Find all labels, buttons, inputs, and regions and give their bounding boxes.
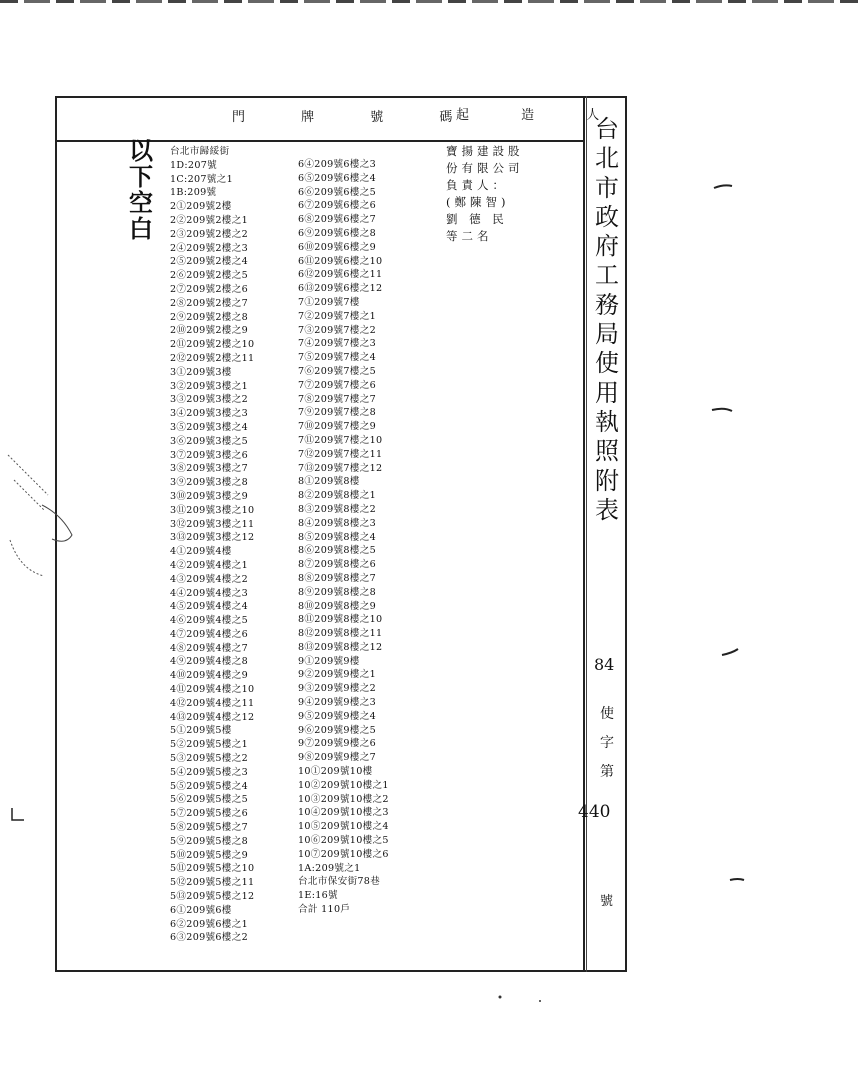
page-number: 84 [594, 655, 615, 674]
title-char: 局 [595, 320, 619, 349]
permit-number: 440 [578, 802, 611, 822]
scan-mark [730, 879, 744, 880]
title-char: 附 [595, 466, 619, 495]
title-char: 府 [595, 232, 619, 261]
scan-mark [712, 409, 732, 411]
handwritten-char: 下 [129, 162, 153, 191]
title-char: 市 [595, 173, 619, 202]
address-column-header: 門 牌 號 碼 [232, 110, 479, 125]
handwritten-char: 空 [129, 188, 153, 217]
title-char: 政 [595, 202, 619, 231]
title-char: 執 [595, 407, 619, 436]
scan-mark [539, 1000, 541, 1002]
address-list-left: 台北市歸綏街 1D:207號 1C:207號之1 1B:209號 2①209號2樓 2②209號2樓之1 2③209號2樓之2 2④209號2樓之3 2⑤209號2樓之4 2⑥209號2樓之5 2⑦209號2樓之6 2⑧209號2樓之7 2⑨209號2樓之8 2⑩209號2樓之9 2⑪209號2樓之10 2⑫209號2樓之11 3①209號3樓 3②209號3樓之1 3③209號3樓之2 3④209號3樓之3 3⑤209號3樓之4 3⑥209號3樓之5 3⑦209號3樓之6 3⑧209號3樓之7 3⑨209號3樓之8 3⑩209號3樓之9 3⑪209號3樓之10 3⑫209號3樓之11 3⑬209號3樓之12 4①209號4樓 4②209號4樓之1 4③209號4樓之2 4④209號4樓之3 4⑤209號4樓之4 4⑥209號4樓之5 4⑦209號4樓之6 4⑧209號4樓之7 4⑨209號4樓之8 4⑩209號4樓之9 4⑪209號4樓之10 4⑫209號4樓之11 4⑬209號4樓之12 5①209號5樓 5②209號5樓之1 5③209號5樓之2 5④209號5樓之3 5⑤209號5樓之4 5⑥209號5樓之5 5⑦209號5樓之6 5⑧209號5樓之7 5⑨209號5樓之8 5⑩209號5樓之9 5⑪209號5樓之10 5⑫209號5樓之11 5⑬209號5樓之12 6①209號6樓 6②209號6樓之1 6③209號6樓之2 [170, 146, 255, 944]
title-char: 北 [595, 144, 619, 173]
permit-suffix: 號 [600, 894, 614, 909]
title-char: 務 [595, 290, 619, 319]
title-char: 台 [595, 115, 619, 143]
address-list-right: 6④209號6樓之3 6⑤209號6樓之4 6⑥209號6樓之5 6⑦209號6樓之6 6⑧209號6樓之7 6⑨209號6樓之8 6⑩209號6樓之9 6⑪209號6樓之10 6⑫209號6樓之11 6⑬209號6樓之12 7①209號7樓 7②209號7樓之1 7③209號7樓之2 7④209號7樓之3 7⑤209號7樓之4 7⑥209號7樓之5 7⑦209號7樓之6 7⑧209號7樓之7 7⑨209號7樓之8 7⑩209號7樓之9 7⑪209號7樓之10 7⑫209號7樓之11 7⑬209號7樓之12 8①209號8樓 8②209號8樓之1 8③209號8樓之2 8④209號8樓之3 8⑤209號8樓之4 8⑥209號8樓之5 8⑦209號8樓之6 8⑧209號8樓之7 8⑨209號8樓之8 8⑩209號8樓之9 8⑪209號8樓之10 8⑫209號8樓之11 8⑬209號8樓之12 9①209號9樓 9②209號9樓之1 9③209號9樓之2 9④209號9樓之3 9⑤209號9樓之4 9⑥209號9樓之5 9⑦209號9樓之6 9⑧209號9樓之7 10①209號10樓 10②209號10樓之1 10③209號10樓之2 10④209號10樓之3 10⑤209號10樓之4 10⑥209號10樓之5 10⑦209號10樓之6 1A:209號之1 台北市保安街78巷 1E:16號 合計 110戶 [298, 159, 389, 916]
scan-mark [722, 649, 738, 655]
title-char: 使 [595, 349, 619, 378]
scan-mark [12, 808, 24, 820]
builder-column-header: 起 造 人 [456, 108, 624, 123]
scan-mark [714, 185, 732, 188]
builder-info: 寶揚建設股 份有限公司 負責人： (鄭陳智) 劉 德 民 等二名 [446, 144, 524, 243]
scan-mark [8, 455, 48, 576]
permit-label-char: 使 [600, 706, 614, 722]
title-char: 用 [595, 378, 619, 407]
handwritten-char: 白 [129, 214, 153, 243]
title-char: 工 [595, 261, 619, 290]
permit-label-char: 字 [600, 735, 614, 751]
scan-mark [499, 996, 502, 999]
title-char: 照 [595, 437, 619, 466]
handwritten-char: 以 [129, 136, 153, 165]
title-char: 表 [595, 495, 619, 524]
permit-label-char: 第 [600, 764, 614, 780]
scan-mark [42, 505, 72, 541]
